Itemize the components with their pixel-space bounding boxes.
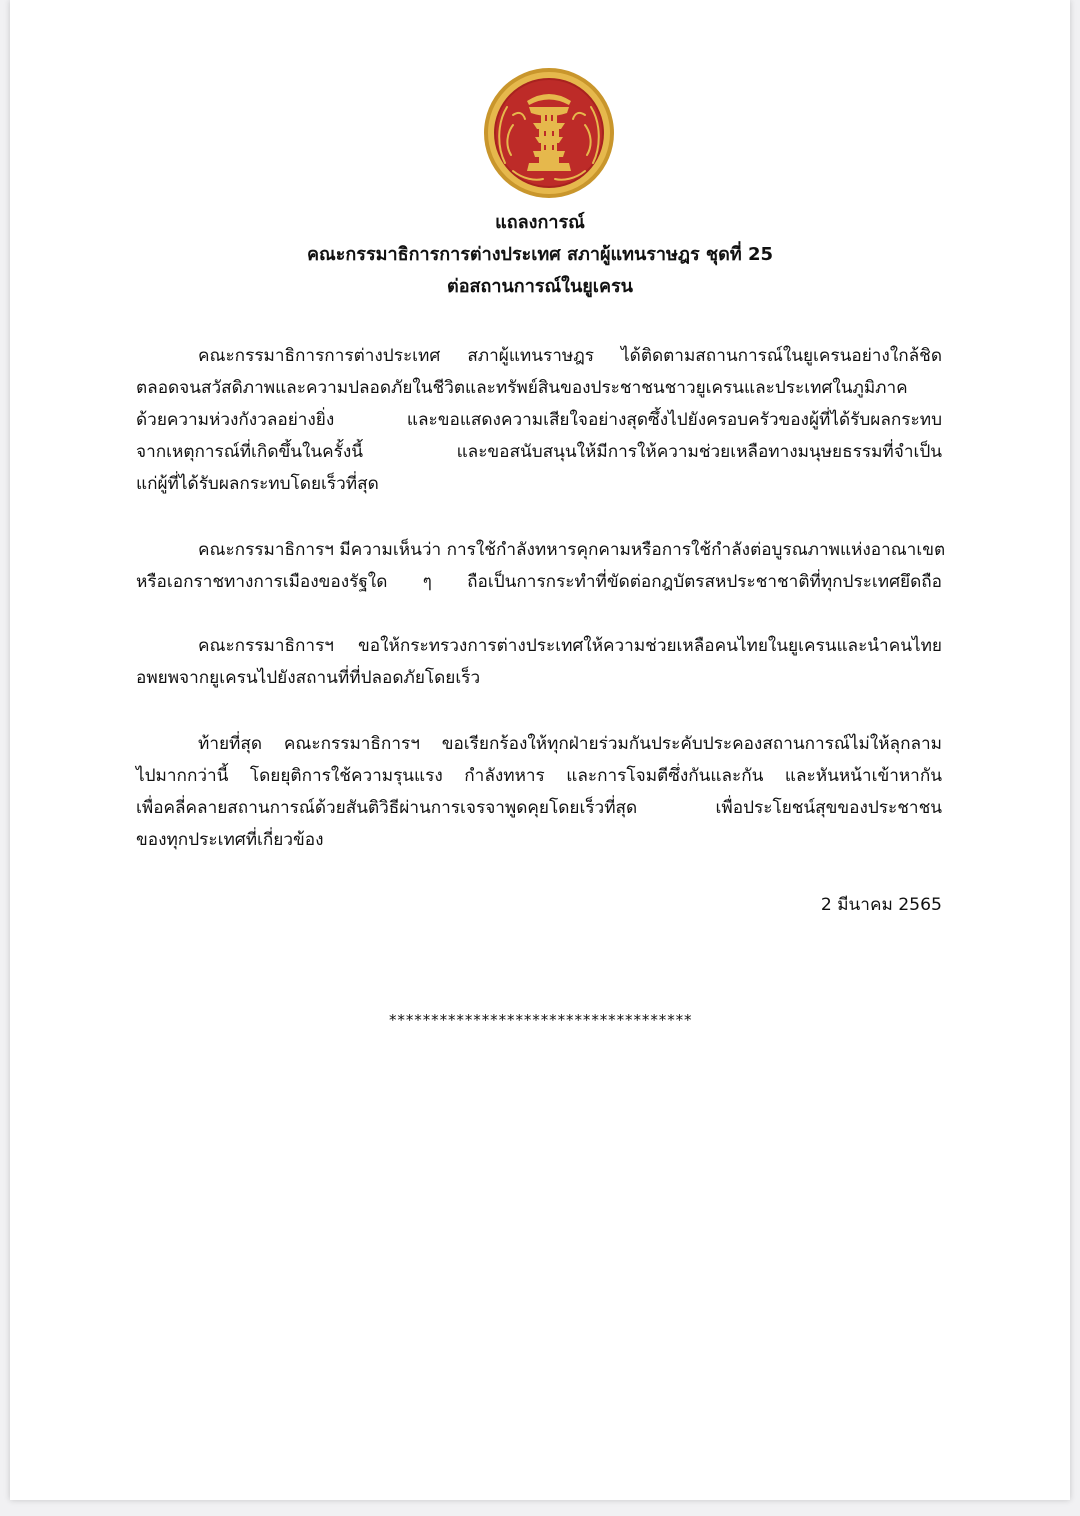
paragraph-line: เพื่อคลี่คลายสถานการณ์ด้วยสันติวิธีผ่านการเจรจาพูดคุยโดยเร็วที่สุด เพื่อประโยชน์สุขของประชาชน (136, 798, 942, 818)
heading-subject: ต่อสถานการณ์ในยูเครน (447, 276, 633, 297)
paragraph-4 (136, 728, 942, 856)
document-page (10, 0, 1070, 1500)
paragraph-1 (136, 340, 942, 500)
paragraph-2 (136, 534, 946, 598)
paragraph-line: ด้วยความห่วงกังวลอย่างยิ่ง และขอแสดงความเสียใจอย่างสุดซึ้งไปยังครอบครัวของผู้ที่ได้รับผลกระทบ (136, 410, 942, 430)
paragraph-line: คณะกรรมาธิการฯ มีความเห็นว่า การใช้กำลังทหารคุกคามหรือการใช้กำลังต่อบูรณภาพแห่งอาณาเขต (198, 540, 946, 560)
statement-date: 2 มีนาคม 2565 (820, 895, 942, 915)
heading-title: แถลงการณ์ (495, 212, 585, 233)
paragraph-line: อพยพจากยูเครนไปยังสถานที่ที่ปลอดภัยโดยเร็ว (136, 668, 481, 688)
heading-committee: คณะกรรมาธิการการต่างประเทศ สภาผู้แทนราษฎร ชุดที่ 25 (306, 244, 774, 265)
paragraph-line: คณะกรรมาธิการการต่างประเทศ สภาผู้แทนราษฎร ได้ติดตามสถานการณ์ในยูเครนอย่างใกล้ชิด (198, 346, 942, 366)
paragraph-line: ตลอดจนสวัสดิภาพและความปลอดภัยในชีวิตและทรัพย์สินของประชาชนชาวยูเครนและประเทศในภูมิภาค (136, 378, 908, 398)
paragraph-line: หรือเอกราชทางการเมืองของรัฐใด ๆ ถือเป็นการกระทำที่ขัดต่อกฎบัตรสหประชาชาติที่ทุกประเทศยึดถือ (136, 572, 942, 592)
paragraph-line: แก่ผู้ที่ได้รับผลกระทบโดยเร็วที่สุด (136, 474, 379, 494)
paragraph-line: ท้ายที่สุด คณะกรรมาธิการฯ ขอเรียกร้องให้ทุกฝ่ายร่วมกันประคับประคองสถานการณ์ไม่ให้ลุกลาม (198, 734, 942, 754)
statement-heading (10, 207, 1070, 303)
parliament-emblem-icon (483, 67, 615, 199)
paragraph-line: คณะกรรมาธิการฯ ขอให้กระทรวงการต่างประเทศให้ความช่วยเหลือคนไทยในยูเครนและนำคนไทย (198, 636, 942, 656)
paragraph-line: ของทุกประเทศที่เกี่ยวข้อง (136, 830, 324, 850)
paragraph-line: จากเหตุการณ์ที่เกิดขึ้นในครั้งนี้ และขอสนับสนุนให้มีการให้ความช่วยเหลือทางมนุษยธรรมที่จำเป็น (136, 442, 942, 462)
paragraph-line: ไปมากกว่านี้ โดยยุติการใช้ความรุนแรง กำลังทหาร และการโจมตีซึ่งกันและกัน และหันหน้าเข้าหากัน (136, 766, 942, 786)
end-separator: ************************************ (388, 1011, 692, 1029)
paragraph-3 (136, 630, 942, 694)
